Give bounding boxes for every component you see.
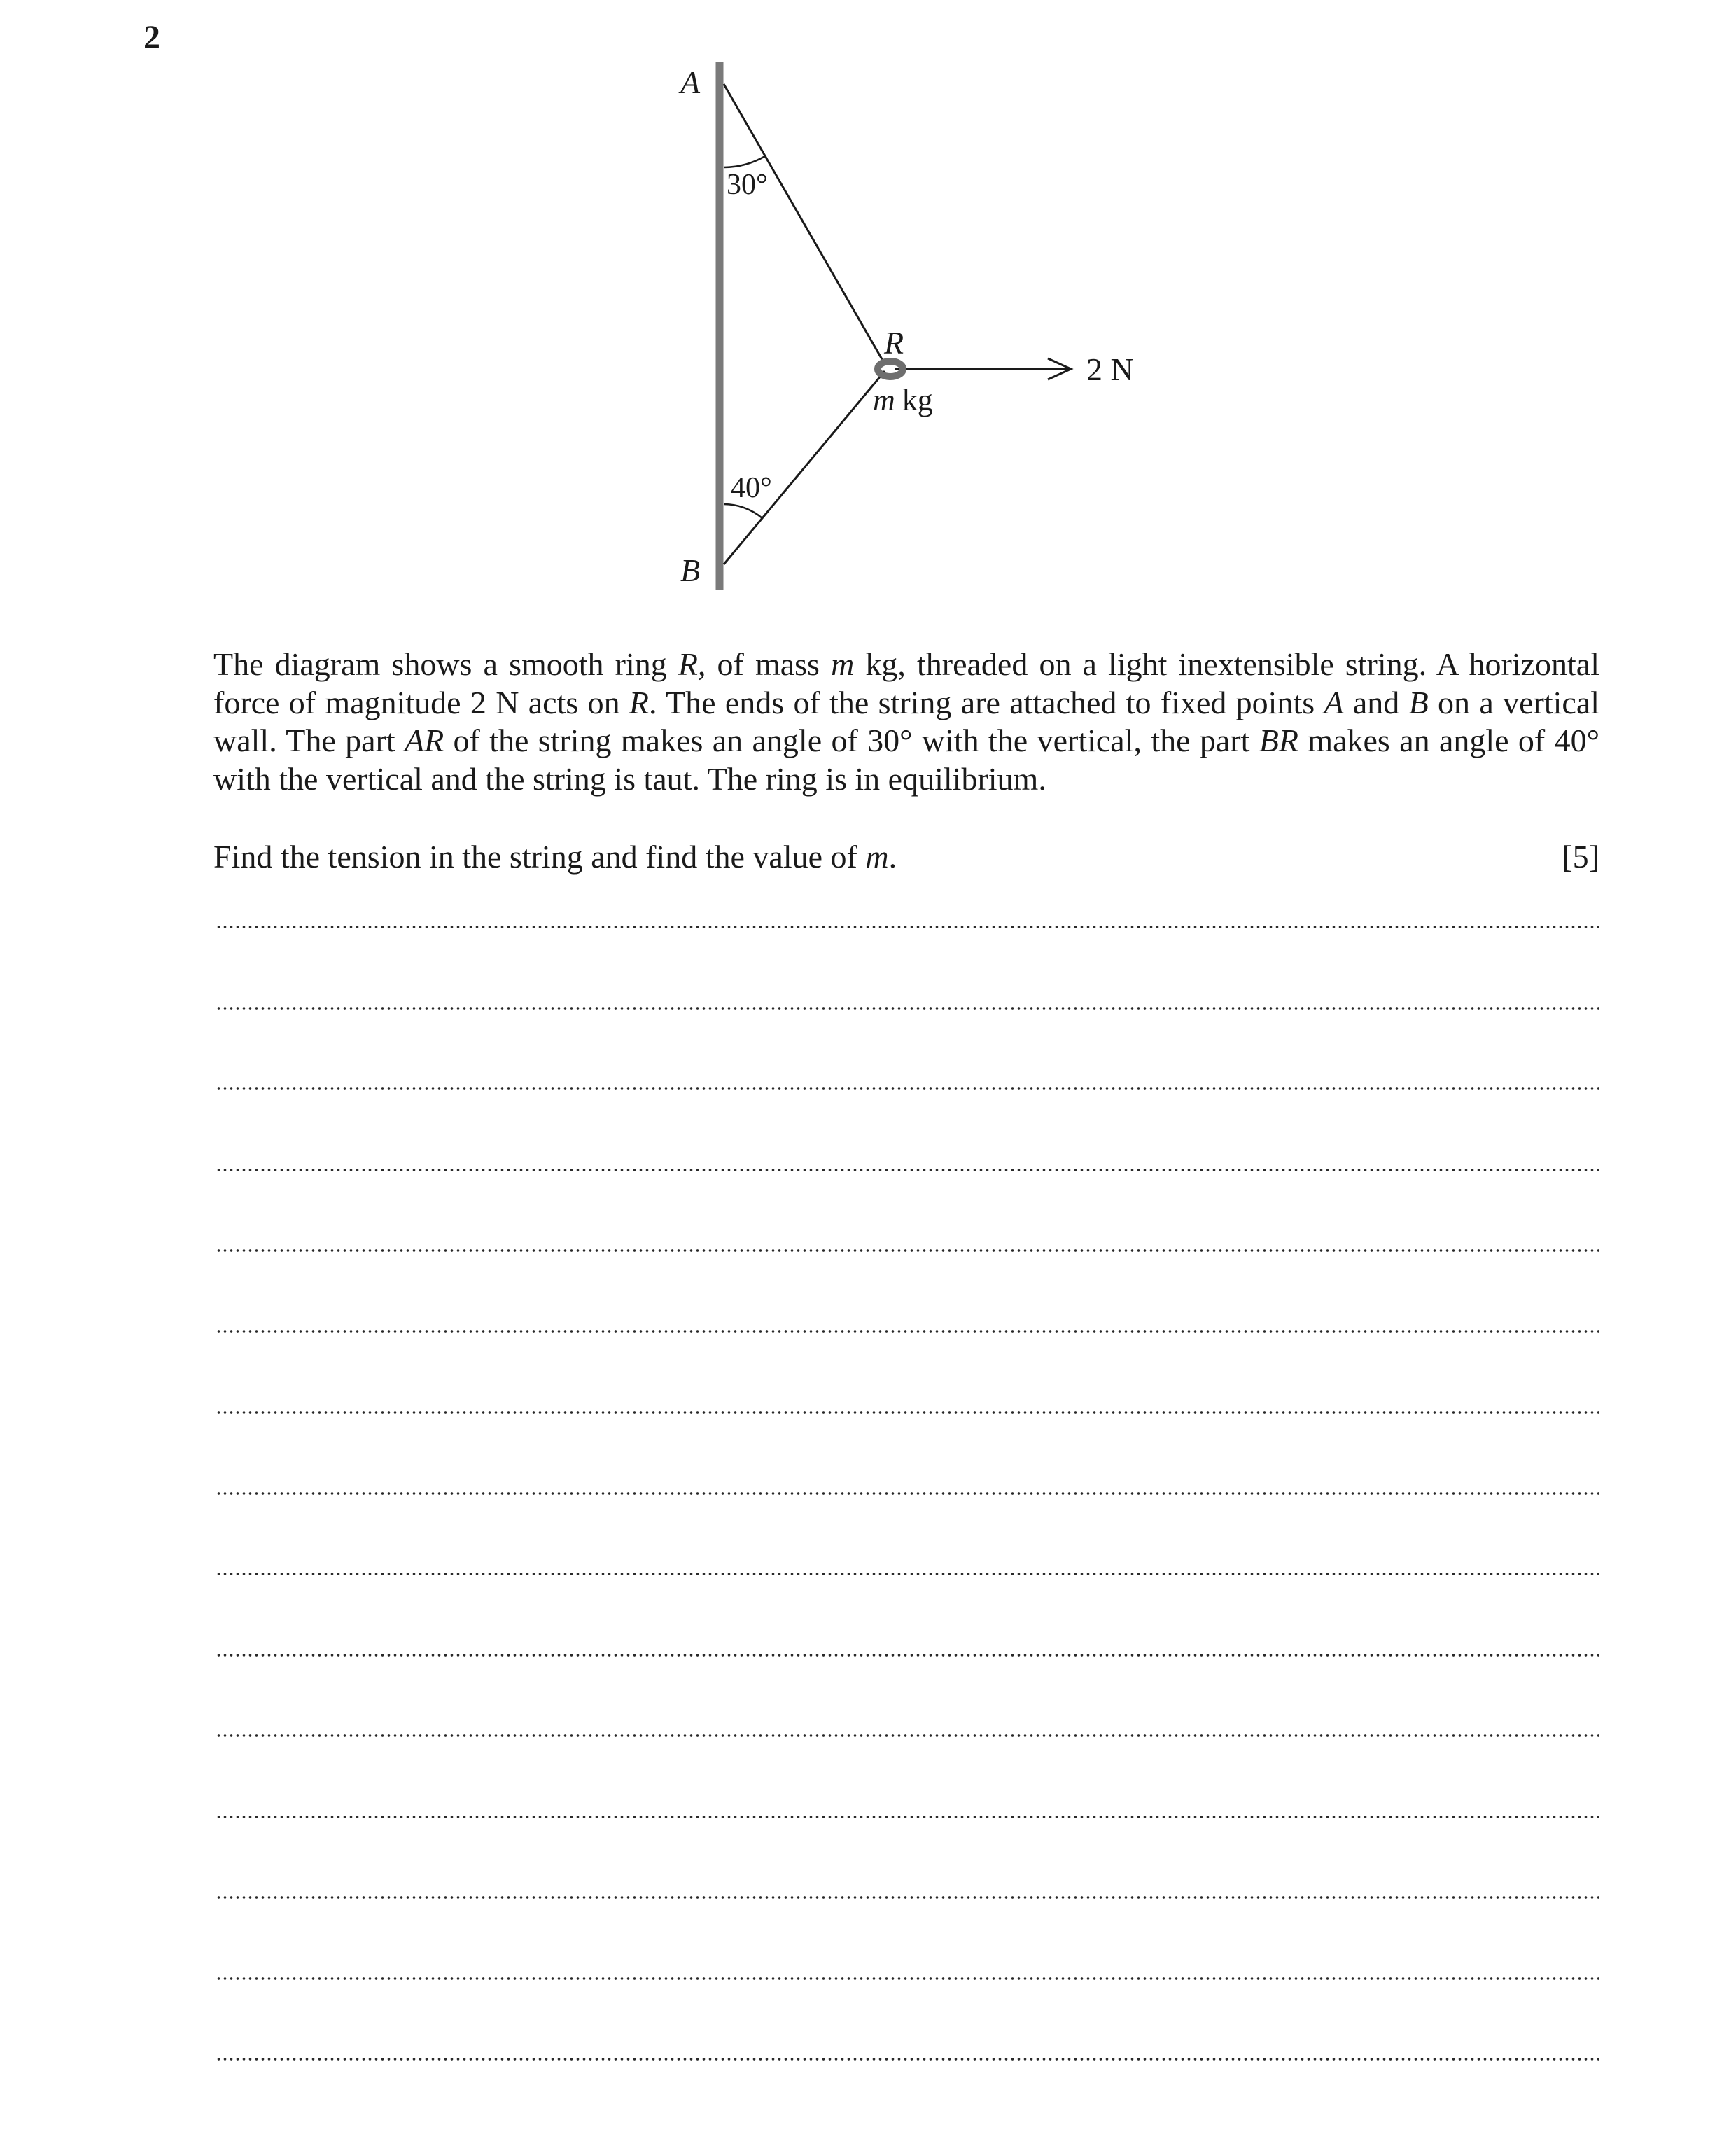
answer-line[interactable] (216, 1977, 1599, 1980)
answer-line[interactable] (216, 1816, 1599, 1818)
label-a: A (680, 64, 701, 100)
angle-label-bottom: 40° (731, 472, 772, 504)
angle-arc-top (724, 156, 765, 167)
angle-label-top: 30° (727, 169, 768, 201)
answer-lines (216, 926, 1599, 2139)
string-ar (724, 84, 885, 364)
answer-line[interactable] (216, 1411, 1599, 1414)
force-label: 2 N (1086, 351, 1134, 387)
label-b: B (680, 552, 701, 588)
mass-label-unit: kg (902, 383, 933, 417)
page-number: 2 (144, 19, 160, 56)
answer-line[interactable] (216, 1330, 1599, 1333)
label-r: R (884, 325, 904, 361)
answer-line[interactable] (216, 2058, 1599, 2061)
answer-line[interactable] (216, 1087, 1599, 1090)
answer-line[interactable] (216, 1492, 1599, 1495)
answer-line[interactable] (216, 1169, 1599, 1171)
angle-arc-bottom (724, 504, 762, 518)
string-br (724, 371, 885, 564)
force-diagram (0, 0, 1736, 630)
answer-line[interactable] (216, 1249, 1599, 1252)
answer-line[interactable] (216, 1654, 1599, 1657)
mass-label-var: m (873, 383, 895, 417)
answer-line[interactable] (216, 1896, 1599, 1899)
answer-line[interactable] (216, 1007, 1599, 1010)
mass-label (873, 383, 933, 417)
question-instruction-row (214, 838, 1600, 876)
question-paragraph: The diagram shows a smooth ring R, of mass m kg, threaded on a light inextensible string. A horizontal force of magnitude 2 N acts on R. The ends of the string are attached to fixed points A and B on a vertical wall. The part AR of the string makes an angle of 30° with the vertical, the part BR makes an angle of 40° with the vertical and the string is taut. The ring is in equilibrium. (214, 646, 1600, 797)
marks-label: [5] (1562, 839, 1600, 875)
answer-line[interactable] (216, 1573, 1599, 1575)
question-instruction: Find the tension in the string and find the value of m. (214, 839, 897, 875)
answer-line[interactable] (216, 1734, 1599, 1737)
answer-line[interactable] (216, 926, 1599, 928)
